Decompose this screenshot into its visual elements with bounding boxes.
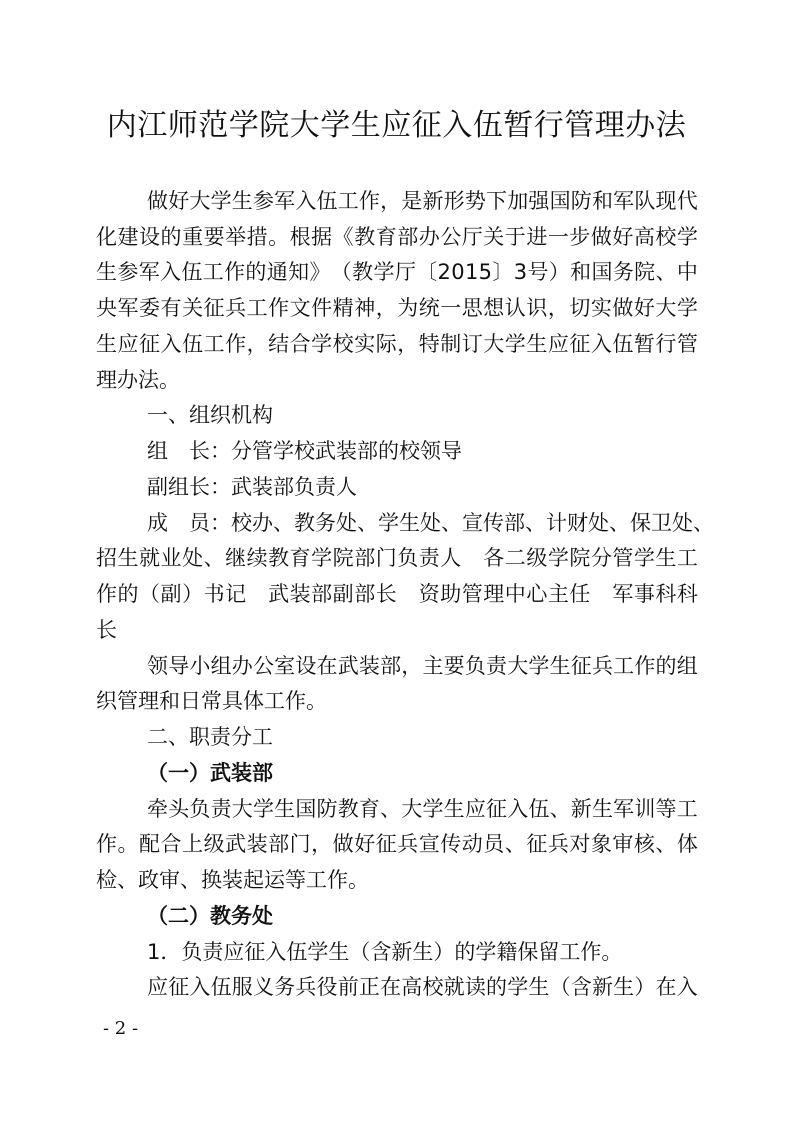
paragraph-line: 组 长：分管学校武装部的校领导: [147, 439, 462, 463]
paragraph-line: 牵 头 负 责 大 学 生 国 防 教 育 、 大 学 生 应 征 入 伍 、 新 生 军 训 等 工: [147, 797, 698, 821]
paragraph-line: 生 应 征 入 伍 工 作 ， 结 合 学 校 实 际 ， 特 制 订 大 学 生 应 征 入 伍 暂 行 管: [96, 332, 698, 356]
paragraph-line: 招 生 就 业 处 、 继 续 教 育 学 院 部 门 负 责 人 各 二 级 学 院 分 管 学 生 工: [96, 546, 698, 570]
paragraph-line: 作 。 配 合 上 级 武 装 部 门 ， 做 好 征 兵 宣 传 动 员 、 征 兵 对 象 审 核 、 体: [96, 832, 698, 856]
paragraph-line: 1．负责应征入伍学生（含新生）的学籍保留工作。: [147, 940, 623, 964]
paragraph-line: 央 军 委 有 关 征 兵 工 作 文 件 精 神 ， 为 统 一 思 想 认 识 ， 切 实 做 好 大 学: [96, 296, 698, 320]
paragraph-line: 化 建 设 的 重 要 举 措 。 根 据 《 教 育 部 办 公 厅 关 于 进 一 步 做 好 高 校 学: [96, 225, 698, 249]
paragraph-line: 理办法。: [96, 368, 180, 392]
document-title: 内江师范学院大学生应征入伍暂行管理办法: [106, 108, 687, 143]
paragraph-line: 成 员 ： 校 办 、 教 务 处 、 学 生 处 、 宣 传 部 、 计 财 处 、 保 卫 处 、: [147, 511, 714, 535]
paragraph-line: 织管理和日常具体工作。: [96, 689, 327, 713]
section-heading: 二、职责分工: [147, 725, 273, 749]
paragraph-line: 长: [96, 618, 117, 642]
section-heading: 一、组织机构: [147, 403, 273, 427]
page-number: - 2 -: [103, 1018, 139, 1039]
subsection-heading: （一）武装部: [147, 761, 273, 785]
paragraph-line: 作 的 （ 副 ） 书 记 武 装 部 副 部 长 资 助 管 理 中 心 主 任 军 事 科 科: [96, 582, 698, 606]
paragraph-line: 副组长：武装部负责人: [147, 475, 357, 499]
paragraph-line: 领 导 小 组 办 公 室 设 在 武 装 部 ， 主 要 负 责 大 学 生 征 兵 工 作 的 组: [147, 654, 698, 678]
paragraph-line: 生 参 军 入 伍 工 作 的 通 知 》 （ 教 学 厅 〔 2 0 1 5 〕 3 号 ） 和 国 务 院 、 中: [96, 260, 698, 284]
paragraph-line: 应 征 入 伍 服 义 务 兵 役 前 正 在 高 校 就 读 的 学 生 （ 含 新 生 ） 在 入: [147, 975, 698, 999]
paragraph-line: 检、政审、换装起运等工作。: [96, 868, 369, 892]
paragraph-line: 做 好 大 学 生 参 军 入 伍 工 作 ， 是 新 形 势 下 加 强 国 防 和 军 队 现 代: [147, 189, 698, 213]
subsection-heading: （二）教务处: [147, 904, 273, 928]
